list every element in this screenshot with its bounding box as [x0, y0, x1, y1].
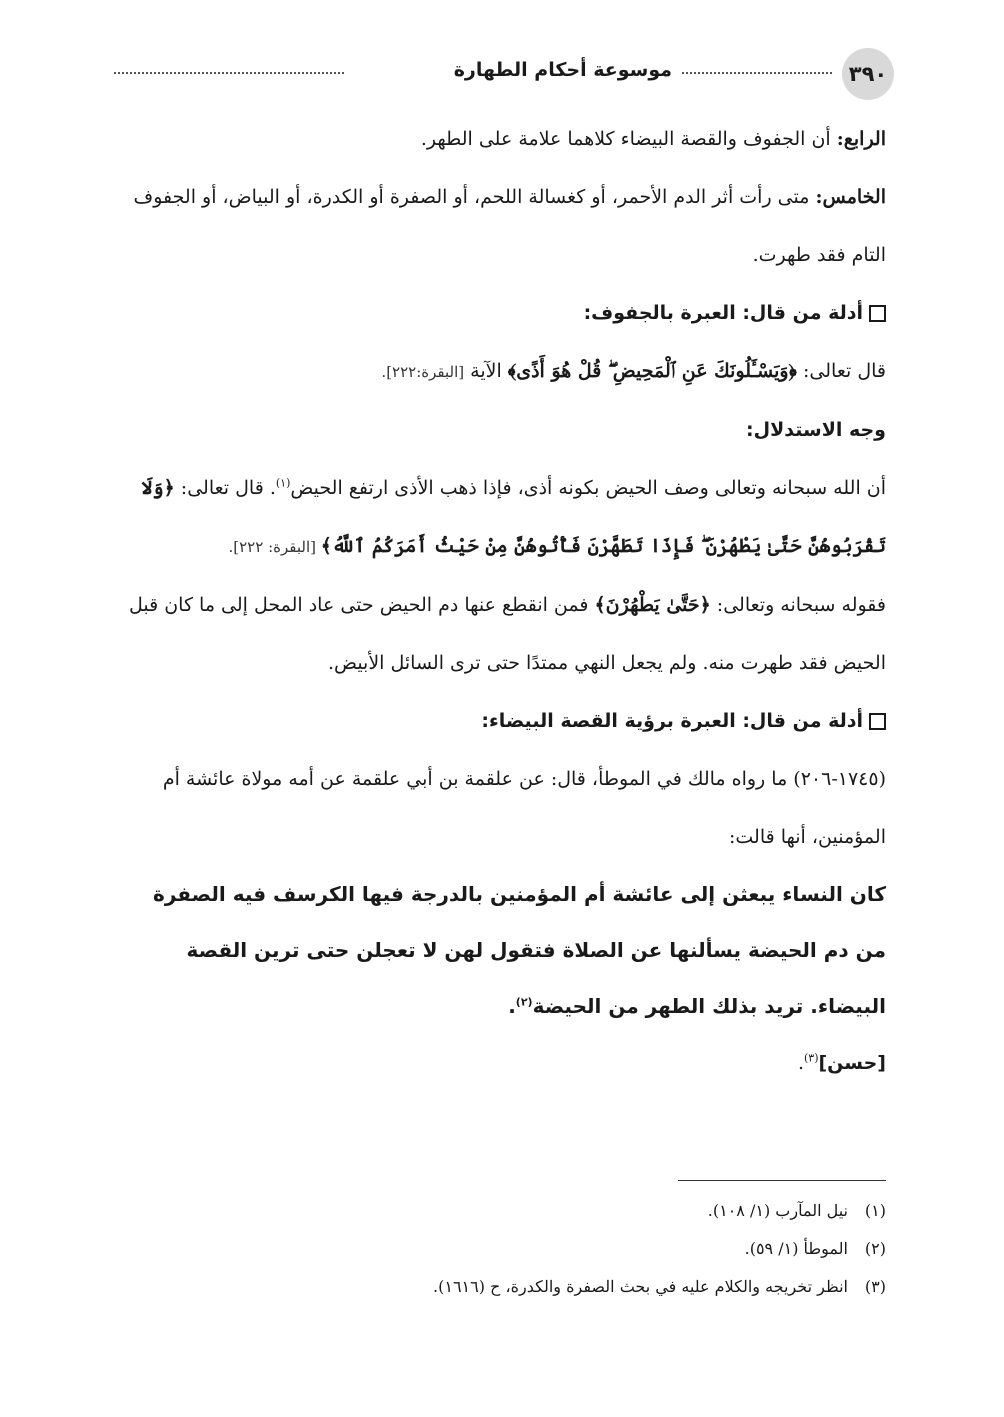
- quran-verse: ﴿حَتَّىٰ يَطْهُرْنَ﴾: [594, 594, 711, 616]
- checkbox-bullet-icon: [869, 305, 886, 322]
- hadith-body: كان النساء يبعثن إلى عائشة أم المؤمنين بالدرجة فيها الكرسف فيه الصفرة من دم الحيضة يسألنها عن الصلاة فتقول لهن لا تعجلن حتى ترين القصة البيضاء. تريد بذلك الطهر من الحيضة: [153, 882, 886, 1018]
- footnote-number: (١): [864, 1201, 886, 1220]
- footnote-marker[interactable]: (٢): [515, 995, 533, 1009]
- verse-reference: [البقرة: ٢٢٢].: [228, 538, 321, 556]
- page-header: [114, 48, 894, 98]
- footnote: [116, 1268, 886, 1306]
- header-dotted-rule: [682, 72, 832, 74]
- page-body: [116, 110, 886, 1092]
- book-title: موسوعة أحكام الطهارة: [453, 59, 672, 81]
- paragraph-text: . قال تعالى:: [174, 477, 276, 499]
- paragraph-text: أن الله سبحانه وتعالى وصف الحيض بكونه أذى، فإذا ذهب الأذى ارتفع الحيض: [290, 477, 886, 499]
- paragraph: [116, 1034, 886, 1092]
- hadith-text: [116, 866, 886, 1034]
- paragraph: [116, 750, 886, 866]
- footnotes: [116, 1192, 886, 1306]
- footnote-text: انظر تخريجه والكلام عليه في بحث الصفرة والكدرة، ح (١٦١٦).: [433, 1277, 848, 1296]
- checkbox-bullet-icon: [869, 713, 886, 730]
- paragraph: [116, 168, 886, 284]
- verse-suffix: الآية: [464, 360, 508, 382]
- paragraph: [116, 342, 886, 401]
- point-label: الرابع:: [836, 128, 886, 150]
- paragraph: [116, 459, 886, 576]
- punctuation: .: [508, 994, 516, 1018]
- point-label: الخامس:: [815, 186, 886, 208]
- verse-reference: [البقرة:٢٢٢].: [381, 363, 465, 381]
- footnote-number: (٢): [864, 1239, 886, 1258]
- paragraph-text: أن الجفوف والقصة البيضاء كلاهما علامة على الطهر.: [420, 128, 837, 150]
- header-dotted-rule: [114, 72, 344, 74]
- heading-text: أدلة من قال: العبرة برؤية القصة البيضاء:: [481, 710, 863, 732]
- paragraph-text: متى رأت أثر الدم الأحمر، أو كغسالة اللحم، أو الصفرة أو الكدرة، أو البياض، أو الجفوف التام فقد طهرت.: [133, 186, 886, 266]
- paragraph-text: (١٧٤٥-٢٠٦) ما رواه مالك في الموطأ، قال: عن علقمة بن أبي علقمة عن أمه مولاة عائشة أم المؤمنين، أنها قالت:: [162, 768, 886, 848]
- punctuation: .: [797, 1052, 804, 1074]
- heading-text: أدلة من قال: العبرة بالجفوف:: [583, 302, 863, 324]
- section-heading: [116, 284, 886, 342]
- section-heading: [116, 692, 886, 750]
- footnote: [116, 1192, 886, 1230]
- section-heading: [116, 401, 886, 459]
- verse-intro: قال تعالى:: [796, 360, 886, 382]
- quran-verse: ﴿وَلَا تَقْرَبُوهُنَّ حَتَّىٰ يَطْهُرْنَ ۖ فَإِذَا تَطَهَّرْنَ فَأْتُوهُنَّ مِنْ حَيْثُ أَمَرَكُمُ ٱللَّهُ﴾: [141, 477, 886, 557]
- footnote: [116, 1230, 886, 1268]
- paragraph: [116, 110, 886, 168]
- footnote-text: الموطأ (١/ ٥٩).: [744, 1239, 848, 1258]
- quran-verse: ﴿وَيَسْـَٔلُونَكَ عَنِ ٱلْمَحِيضِ ۖ قُلْ هُوَ أَذًى﴾: [507, 360, 797, 382]
- page-number: ٣٩٠: [842, 48, 894, 100]
- heading-text: وجه الاستدلال:: [746, 419, 886, 441]
- paragraph-text: فمن انقطع عنها دم الحيض حتى عاد المحل إلى ما كان قبل الحيض فقد طهرت منه. ولم يجعل النهي ممتدًا حتى ترى السائل الأبيض.: [128, 594, 886, 674]
- footnote-separator: [678, 1180, 886, 1181]
- hadith-grade: [حسن]: [818, 1052, 886, 1074]
- paragraph: [116, 576, 886, 692]
- footnote-marker[interactable]: (١): [275, 476, 291, 490]
- footnote-text: نيل المآرب (١/ ١٠٨).: [707, 1201, 848, 1220]
- footnote-marker[interactable]: (٣): [803, 1051, 819, 1065]
- paragraph-text: فقوله سبحانه وتعالى:: [710, 594, 886, 616]
- footnote-number: (٣): [864, 1277, 886, 1296]
